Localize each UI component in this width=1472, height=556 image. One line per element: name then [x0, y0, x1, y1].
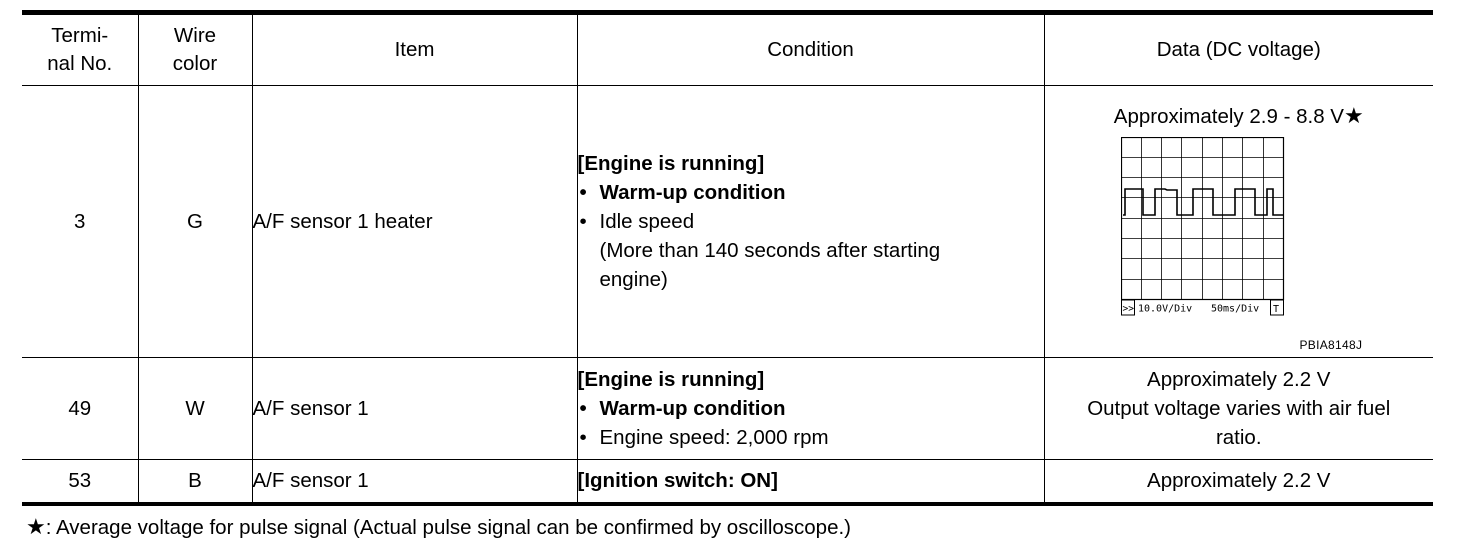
condition-note: (More than 140 seconds after starting [599, 239, 941, 262]
wire-color: B [138, 460, 252, 504]
terminal-number: 49 [22, 358, 138, 460]
terminal-number: 53 [22, 460, 138, 504]
bullet-glyph: • [579, 210, 587, 233]
header-terminal: Termi- nal No. [22, 13, 138, 86]
scope-volts-div: 10.0V/Div [1137, 303, 1192, 314]
figure-id: PBIA8148J [1299, 337, 1363, 352]
condition-title: [Ignition switch: ON] [577, 469, 778, 493]
item-name: A/F sensor 1 [252, 358, 577, 460]
bullet-glyph: • [579, 397, 587, 420]
condition-bullet: • Idle speed [578, 207, 1044, 236]
table-row [22, 358, 1433, 460]
data-cell [1044, 86, 1433, 358]
wire-color: W [138, 358, 252, 460]
scope-readout-left: >> [1122, 303, 1134, 314]
star-icon: ★ [26, 514, 46, 539]
header-item: Item [252, 13, 577, 86]
header-data: Data (DC voltage) [1044, 13, 1433, 86]
scope-time-div: 50ms/Div [1210, 303, 1259, 314]
scope-grid [1121, 137, 1284, 300]
header-row [22, 13, 1433, 86]
terminal-number: 3 [22, 86, 138, 358]
condition-bullet: • Warm-up condition [578, 178, 1044, 207]
footnote [26, 514, 851, 540]
bullet-glyph: • [579, 181, 587, 204]
condition-title: [Engine is running] [577, 152, 765, 175]
condition-bullet: • Engine speed: 2,000 rpm [578, 423, 1044, 452]
data-cell [1044, 358, 1433, 460]
data-note: ratio. [1215, 426, 1262, 449]
scope-trigger: T [1272, 303, 1279, 315]
condition-note: engine) [599, 268, 668, 291]
wire-color: G [138, 86, 252, 358]
condition-cell [577, 358, 1044, 460]
pulse-signal-trace [1123, 189, 1283, 215]
item-name: A/F sensor 1 heater [252, 86, 577, 358]
data-value: Approximately 2.2 V [1044, 460, 1433, 504]
bullet-glyph: • [579, 426, 587, 449]
footnote-text: : Average voltage for pulse signal (Actual pulse signal can be confirmed by oscilloscope.) [45, 516, 851, 539]
item-name: A/F sensor 1 [252, 460, 577, 504]
condition-cell [577, 460, 1044, 504]
header-wire-color: Wire color [138, 13, 252, 86]
table-row [22, 460, 1433, 504]
scope-readout [1121, 300, 1283, 315]
oscilloscope-waveform [1121, 137, 1285, 319]
data-value: Approximately 2.9 - 8.8 V★ [1113, 102, 1364, 128]
condition-bullet: • Warm-up condition [578, 394, 1044, 423]
terminal-spec-table [22, 10, 1433, 506]
star-icon: ★ [1343, 102, 1364, 128]
condition-cell [577, 86, 1044, 358]
data-value: Approximately 2.2 V [1147, 368, 1331, 391]
header-condition: Condition [577, 13, 1044, 86]
data-note: Output voltage varies with air fuel [1087, 397, 1391, 420]
table-row [22, 86, 1433, 358]
condition-title: [Engine is running] [577, 368, 765, 391]
